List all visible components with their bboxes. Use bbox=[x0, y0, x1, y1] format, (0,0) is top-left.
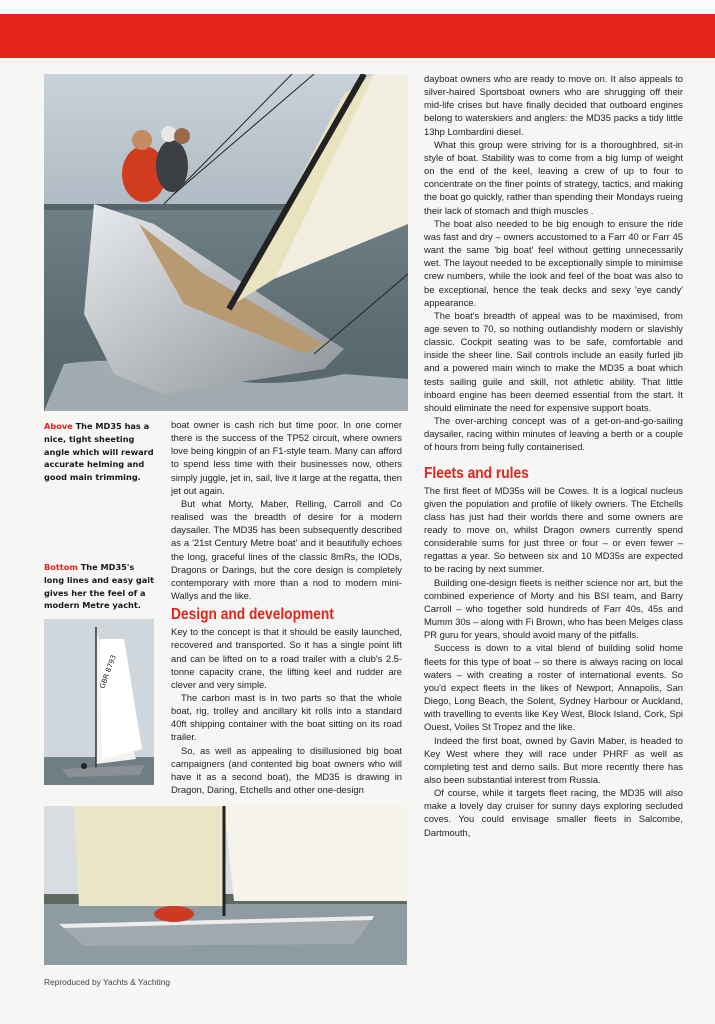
red-header-band bbox=[0, 14, 715, 58]
caption-bottom-lead: Bottom bbox=[44, 562, 78, 572]
caption-above-text: The MD35 has a nice, tight sheeting angle which will reward accurate helming and good main trimming. bbox=[44, 421, 154, 483]
paragraph: What this group were striving for is a thoroughbred, sit-in style of boat. Stability was to come from a big lump of weight on the end of the keel, leaving a crew of up to four to concentrate on the finer points of strategy, tactics, and making the boat go quickly, rather than spending their Mondays rueing their lack of stomach and thigh muscles . bbox=[424, 138, 683, 216]
paragraph: The boat's breadth of appeal was to be maximised, from age seven to 70, so nothing outlandishly modern or slavishly classic. Cockpit seating was to be safe, comfortable and inside the sheer line. Sail controls include an easily furled jib and a powered main winch to make the MD35 a boat which tests sailing guile and skill, not athletic ability. That little inboard engine has been deemed essential from the start. It should eliminate the need for expensive support boats. bbox=[424, 309, 683, 413]
section-heading-fleets: Fleets and rules bbox=[424, 464, 529, 482]
paragraph: dayboat owners who are ready to move on. It also appeals to silver-haired Sportsboat owners who are shrugging off their mid-life crises but have finally decided that outboard engines belong to waterskiers and anglers: the MD35 packs a tidy little 13hp Lombardini diesel. bbox=[424, 73, 683, 137]
sail-number: GBR 8793 bbox=[98, 653, 118, 690]
paragraph: Indeed the first boat, owned by Gavin Maber, is headed to Key West where they will race under PHRF as well as completing test and demo sails. But more recently there has also been substantial interest from Russia. bbox=[424, 734, 683, 785]
paragraph: Key to the concept is that it should be easily launched, recovered and transported. So it has a single point lift and can be lifted on to a road trailer with a club's 2.5-tonne capacity crane, the lifting keel and rudder are clever and very simple. bbox=[171, 626, 402, 690]
column-middle bbox=[171, 418, 402, 796]
caption-above-lead: Above bbox=[44, 421, 73, 431]
bottom-photo bbox=[44, 806, 407, 965]
small-photo bbox=[44, 619, 154, 785]
main-photo bbox=[44, 74, 408, 411]
reproduction-credit: Reproduced by Yachts & Yachting bbox=[44, 977, 171, 987]
paragraph: boat owner is cash rich but time poor. In one corner there is the success of the TP52 circuit, where owners love being kingpin of an F1-style team. Many can afford to spend less time with their businesses now, others simply juggle, jet in, sail, live it large at the regatta, then jet out again. bbox=[171, 419, 402, 496]
paragraph: The boat also needed to be big enough to ensure the ride was fast and dry – owners accustomed to a Farr 40 or Farr 45 want the same 'big boat' feel without getting unnecessarily wet. The layout needed to be exceptionally simple to minimise crew numbers, while the look and feel of the boat was also to be exceptional, hence the teak decks and sexy 'eye candy' appearance. bbox=[424, 217, 683, 308]
caption-above bbox=[44, 420, 160, 484]
caption-bottom bbox=[44, 561, 156, 612]
paragraph: Building one-design fleets is neither science nor art, but the combined experience of Morty and his BSI team, and Barry Carroll – who together sold hundreds of Farr 40s, 45s and Mumm 30s – along with Fi Brown, who has been Melges class PR guru for years, should avoid many of the pitfalls. bbox=[424, 576, 683, 641]
column-right bbox=[424, 72, 683, 839]
paragraph: Success is down to a vital blend of building solid home fleets for this type of boat – so there is always racing on local waters – with creating a roster of international events. So you'd expect fleets in the likes of Newport, Annapolis, San Diego, Long Beach, the Solent, Sydney Harbour or Auckland, with travelling to events like Key West, Block Island, Cork, Spi Ouest, Voiles St Tropez and the like. bbox=[424, 642, 683, 733]
paragraph: Of course, while it targets fleet racing, the MD35 will also make a lovely day cruiser for sunny days exploring secluded coves. You could envisage smaller fleets in Salcombe, Dartmouth, bbox=[424, 787, 683, 838]
paragraph: But what Morty, Maber, Relling, Carroll and Co realised was the breadth of desire for a modern daysailer. The MD35 has been subsequently described as a '21st Century Metre boat' and it beautifully echoes the long, graceful lines of the classic 8mRs, the IODs, Dragons or Darings, but the core design is completely contemporary with more than a nod to modern mini-Wallys and the like. bbox=[171, 497, 402, 602]
caption-bottom-text: The MD35's long lines and easy gait gives her the feel of a modern Metre yacht. bbox=[44, 562, 154, 611]
paragraph: The first fleet of MD35s will be Cowes. It is a logical nucleus given the population and profile of likely owners. The Etchells class has just had their worlds there and some owners are ready to move on, whilst Dragon owners currently spend considerable sums for just three or four – or even fewer – regattas a year. So between six and 10 MD35s are expected to be racing by next summer. bbox=[424, 484, 683, 575]
paragraph: The carbon mast is in two parts so that the whole boat, rig, trolley and ancillary kit rolls into a standard 40ft shipping container with the boat sitting on its road trailer. bbox=[171, 691, 402, 743]
section-heading-design: Design and development bbox=[171, 606, 334, 624]
paragraph: So, as well as appealing to disillusioned big boat campaigners (and contented big boat owners who will have it as a second boat), the MD35 is drawing in Dragon, Daring, Etchells and other one-design bbox=[171, 744, 402, 796]
paragraph: The over-arching concept was of a get-on-and-go-sailing daysailer, racing within minutes of leaving a berth or a couple of hours from being fully containerised. bbox=[424, 415, 683, 453]
page-edge bbox=[0, 0, 715, 14]
